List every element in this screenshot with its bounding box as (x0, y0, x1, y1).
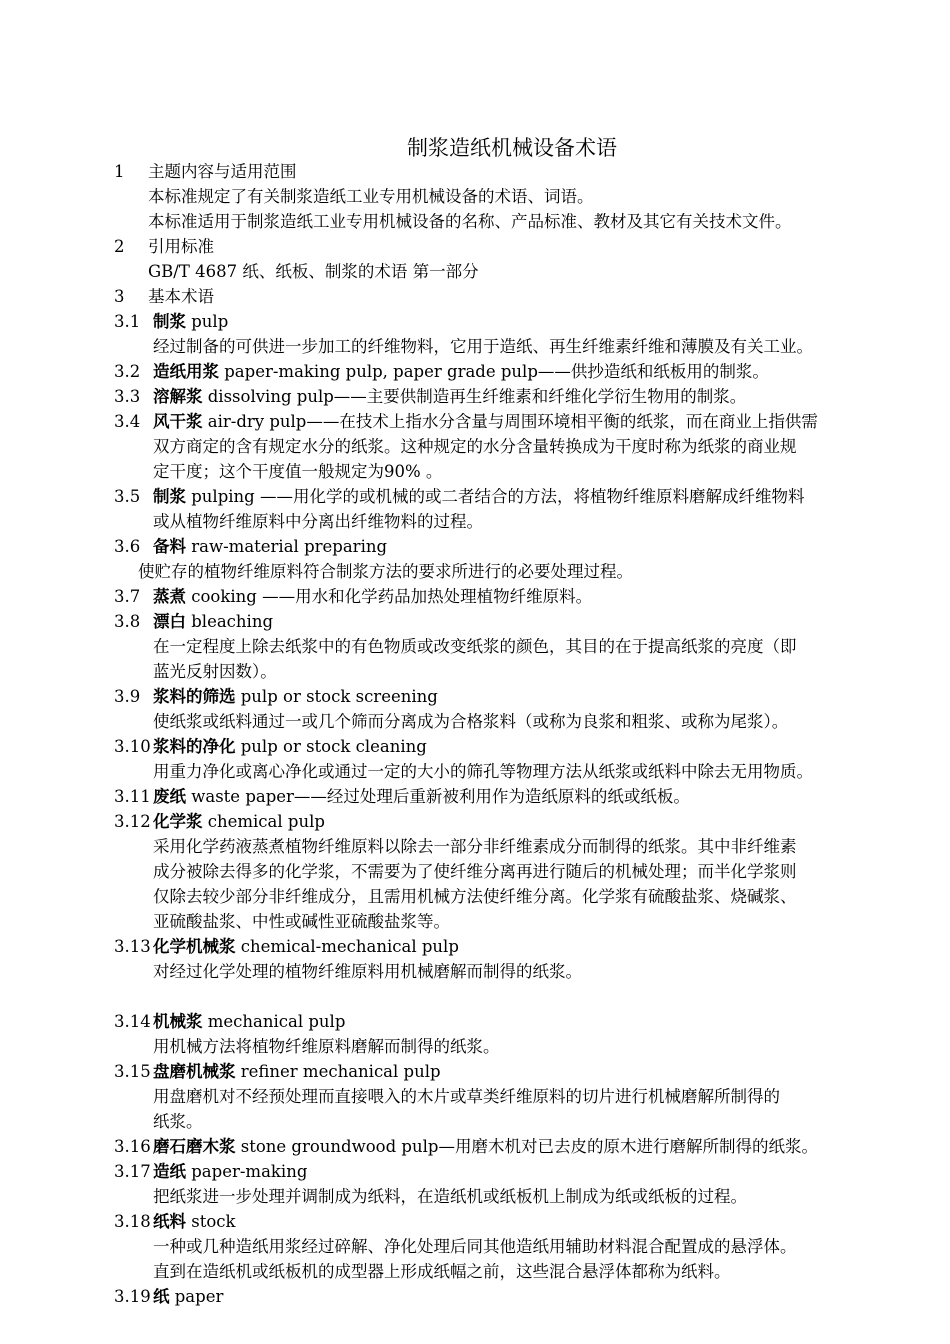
term-entry (114, 1134, 818, 1159)
term-number: 3.3 (114, 387, 141, 406)
term-name: 机械浆 (153, 1012, 203, 1031)
term-definition-line: 定干度；这个干度值一般规定为90% 。 (153, 462, 443, 481)
term-name: 制浆 (153, 312, 186, 331)
term-definition-line: 用盘磨机对不经预处理而直接喂入的木片或草类纤维原料的切片进行机械磨解所制得的 (153, 1087, 780, 1106)
term-definition: dissolving pulp——主要供制造再生纤维素和纤维化学衍生物用的制浆。 (202, 387, 747, 406)
term-definition: pulping ——用化学的或机械的或二者结合的方法，将植物纤维原料磨解成纤维物料 (186, 487, 805, 506)
term-name: 化学机械浆 (153, 937, 236, 956)
term-name: 浆料的筛选 (153, 687, 236, 706)
term-definition: bleaching (186, 612, 274, 631)
term-definition: waste paper——经过处理后重新被利用作为造纸原料的纸或纸板。 (186, 787, 690, 806)
term-definition-line: 双方商定的含有规定水分的纸浆。这种规定的水分含量转换成为干度时称为纸浆的商业规 (153, 437, 797, 456)
term-definition: paper-making (186, 1162, 308, 1181)
term-number: 3.6 (114, 537, 141, 556)
term-definition: chemical-mechanical pulp (235, 937, 459, 956)
term-entry (114, 309, 228, 334)
term-definition-line: 把纸浆进一步处理并调制成为纸料，在造纸机或纸板机上制成为纸或纸板的过程。 (153, 1187, 747, 1206)
term-entry (114, 534, 387, 559)
term-number: 3.4 (114, 412, 141, 431)
term-definition: refiner mechanical pulp (235, 1062, 441, 1081)
term-name: 浆料的净化 (153, 737, 236, 756)
term-definition: mechanical pulp (202, 1012, 346, 1031)
term-entry (114, 934, 459, 959)
term-definition-line: 纸浆。 (153, 1112, 203, 1131)
term-definition-line: 仅除去较少部分非纤维成分，且需用机械方法使纤维分离。化学浆有硫酸盐浆、烧碱浆、 (153, 887, 797, 906)
term-name: 磨石磨木浆 (153, 1137, 236, 1156)
term-number: 3.1 (114, 312, 141, 331)
term-number: 3.2 (114, 362, 141, 381)
section-2-heading (114, 234, 214, 259)
term-definition: stock (186, 1212, 236, 1231)
term-entry (114, 409, 818, 434)
term-entry (114, 484, 804, 509)
term-entry (114, 734, 427, 759)
term-definition-line: 蓝光反射因数）。 (153, 662, 277, 681)
term-definition-line: 经过制备的可供进一步加工的纤维物料，它用于造纸、再生纤维素纤维和薄膜及有关工业。 (153, 337, 813, 356)
term-definition-line: 在一定程度上除去纸浆中的有色物质或改变纸浆的颜色，其目的在于提高纸浆的亮度（即 (153, 637, 797, 656)
term-number: 3.9 (114, 687, 141, 706)
term-name: 化学浆 (153, 812, 203, 831)
section-3-heading (114, 284, 214, 309)
section-1-heading (114, 159, 297, 184)
term-definition-line: 直到在造纸机或纸板机的成型器上形成纸幅之前，这些混合悬浮体都称为纸料。 (153, 1262, 731, 1281)
term-name: 蒸煮 (153, 587, 186, 606)
term-entry (114, 584, 592, 609)
term-definition-line: 采用化学药液蒸煮植物纤维原料以除去一部分非纤维素成分而制得的纸浆。其中非纤维素 (153, 837, 797, 856)
term-entry (114, 684, 438, 709)
term-number: 3.8 (114, 612, 141, 631)
term-definition: chemical pulp (202, 812, 325, 831)
term-entry (114, 1009, 345, 1034)
document-title: 制浆造纸机械设备术语 (407, 136, 617, 160)
term-number: 3.7 (114, 587, 141, 606)
term-definition-line: 用重力净化或离心净化或通过一定的大小的筛孔等物理方法从纸浆或纸料中除去无用物质。 (153, 762, 813, 781)
section-title: 引用标准 (148, 237, 214, 256)
term-definition-line: 用机械方法将植物纤维原料磨解而制得的纸浆。 (153, 1037, 500, 1056)
term-definition-line: 成分被除去得多的化学浆，不需要为了使纤维分离再进行随后的机械处理；而半化学浆则 (153, 862, 797, 881)
term-name: 废纸 (153, 787, 186, 806)
term-name: 风干浆 (153, 412, 203, 431)
term-definition-line: 亚硫酸盐浆、中性或碱性亚硫酸盐浆等。 (153, 912, 450, 931)
paragraph: 本标准适用于制浆造纸工业专用机械设备的名称、产品标准、教材及其它有关技术文件。 (148, 212, 792, 231)
term-entry (114, 1159, 307, 1184)
term-name: 备料 (153, 537, 186, 556)
term-definition: pulp or stock cleaning (235, 737, 427, 756)
term-name: 造纸 (153, 1162, 186, 1181)
term-number: 3.16 (114, 1137, 151, 1156)
term-name: 盘磨机械浆 (153, 1062, 236, 1081)
term-entry (114, 1284, 223, 1309)
standard-reference: GB/T 4687 纸、纸板、制浆的术语 第一部分 (148, 262, 479, 281)
term-entry (114, 784, 690, 809)
term-definition: stone groundwood pulp—用磨木机对已去皮的原木进行磨解所制得的纸浆。 (235, 1137, 818, 1156)
term-name: 漂白 (153, 612, 186, 631)
section-number: 2 (114, 237, 125, 256)
term-name: 纸 (153, 1287, 170, 1306)
term-name: 纸料 (153, 1212, 186, 1231)
term-entry (114, 359, 769, 384)
term-name: 溶解浆 (153, 387, 203, 406)
term-entry (114, 1059, 441, 1084)
section-title: 主题内容与适用范围 (148, 162, 297, 181)
section-number: 1 (114, 162, 125, 181)
term-name: 制浆 (153, 487, 186, 506)
paragraph: 本标准规定了有关制浆造纸工业专用机械设备的术语、词语。 (148, 187, 594, 206)
term-definition-line: 一种或几种造纸用浆经过碎解、净化处理后同其他造纸用辅助材料混合配置成的悬浮体。 (153, 1237, 797, 1256)
term-definition: pulp (186, 312, 229, 331)
term-definition: pulp or stock screening (235, 687, 438, 706)
term-number: 3.17 (114, 1162, 151, 1181)
term-definition: paper (169, 1287, 224, 1306)
term-definition-line: 使贮存的植物纤维原料符合制浆方法的要求所进行的必要处理过程。 (138, 562, 633, 581)
term-definition: paper-making pulp, paper grade pulp——供抄造纸和纸板用的制浆。 (219, 362, 769, 381)
term-definition: cooking ——用水和化学药品加热处理植物纤维原料。 (186, 587, 593, 606)
term-definition-line: 使纸浆或纸料通过一或几个筛而分离成为合格浆料（或称为良浆和粗浆、或称为尾浆）。 (153, 712, 789, 731)
term-definition-line: 对经过化学处理的植物纤维原料用机械磨解而制得的纸浆。 (153, 962, 582, 981)
term-number: 3.15 (114, 1062, 151, 1081)
section-title: 基本术语 (148, 287, 214, 306)
term-number: 3.10 (114, 737, 151, 756)
term-name: 造纸用浆 (153, 362, 219, 381)
term-number: 3.13 (114, 937, 151, 956)
term-entry (114, 1209, 236, 1234)
term-number: 3.18 (114, 1212, 151, 1231)
term-definition: air-dry pulp——在技术上指水分含量与周围环境相平衡的纸浆，而在商业上指供需 (202, 412, 818, 431)
term-number: 3.11 (114, 787, 151, 806)
term-number: 3.12 (114, 812, 151, 831)
section-number: 3 (114, 287, 125, 306)
term-number: 3.5 (114, 487, 141, 506)
term-number: 3.14 (114, 1012, 151, 1031)
term-entry (114, 609, 273, 634)
term-entry (114, 809, 325, 834)
term-definition: raw-material preparing (186, 537, 388, 556)
term-number: 3.19 (114, 1287, 151, 1306)
term-definition-line: 或从植物纤维原料中分离出纤维物料的过程。 (153, 512, 483, 531)
term-entry (114, 384, 746, 409)
